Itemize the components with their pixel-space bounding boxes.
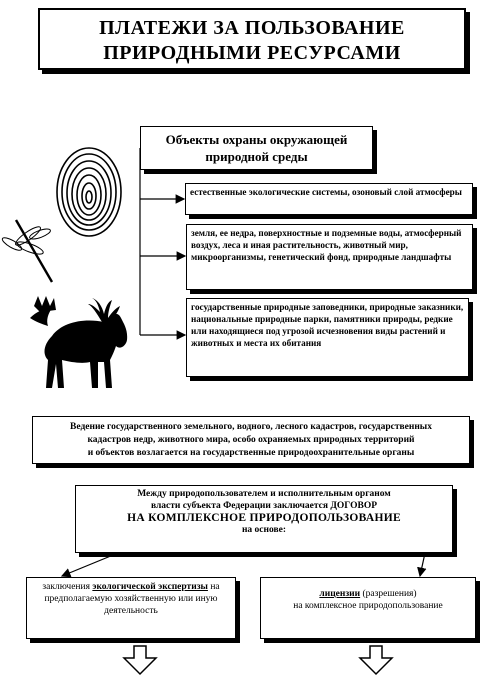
mgmt-line-1: Ведение государственного земельного, водного, лесного кадастров, государственных [70,422,432,432]
objects-line-1: Объекты охраны окружающей [165,132,348,147]
basis-left-emph: экологической экспертизы [92,582,208,592]
objects-box [140,126,373,170]
arrow-to-basis-left [62,553,118,576]
down-arrow-left [124,646,156,674]
agreement-box [75,485,453,553]
cadastre-management-box [32,416,470,464]
mgmt-line-2: кадастров недр, животного мира, особо охраняемых природных территорий [87,435,415,445]
objects-line-2: природной среды [205,149,308,164]
down-arrow-right [360,646,392,674]
basis-right-rest-1: (разрешения) [362,589,417,599]
fingerprint-icon [57,148,121,236]
agreement-line-4: на основе: [241,525,287,535]
moose-icon [30,296,127,388]
basis-left-prefix: заключения [42,582,90,592]
basis-license-box [260,577,476,639]
agreement-line-3: НА КОМПЛЕКСНОЕ ПРИРОДОПОЛЬЗОВАНИЕ [127,512,401,524]
object-item-ecosystems: естественные экологические системы, озоновый слой атмосферы [185,183,473,215]
arrow-to-basis-right [420,553,425,576]
page-title [38,8,466,70]
basis-right-rest-2: на комплексное природопользование [293,601,443,611]
basis-left-rest: на предполагаемую хозяйственную или иную деятельность [44,582,220,616]
basis-expertise-box [26,577,236,639]
agreement-line-2: власти субъекта Федерации заключается ДОГОВОР [150,501,378,511]
mgmt-line-3: и объектов возлагается на государственные природоохранительные органы [87,448,415,458]
agreement-line-1: Между природопользователем и исполнительным органом [137,489,391,499]
basis-right-emph: лицензии [319,589,361,599]
object-item-protected-areas: государственные природные заповедники, природные заказники, национальные природные парки, памятники природы, редкие или находящиеся под угрозой исчезновения виды растений и животных и места их обитания [186,298,469,377]
title-line-2: ПРИРОДНЫМИ РЕСУРСАМИ [103,42,401,64]
object-item-natural-resources: земля, ее недра, поверхностные и подземные воды, атмосферный воздух, леса и иная растительность, животный мир, микроорганизмы, генетический фонд, природные ландшафты [186,224,473,290]
title-line-1: ПЛАТЕЖИ ЗА ПОЛЬЗОВАНИЕ [99,17,405,39]
dragonfly-icon [1,220,52,282]
